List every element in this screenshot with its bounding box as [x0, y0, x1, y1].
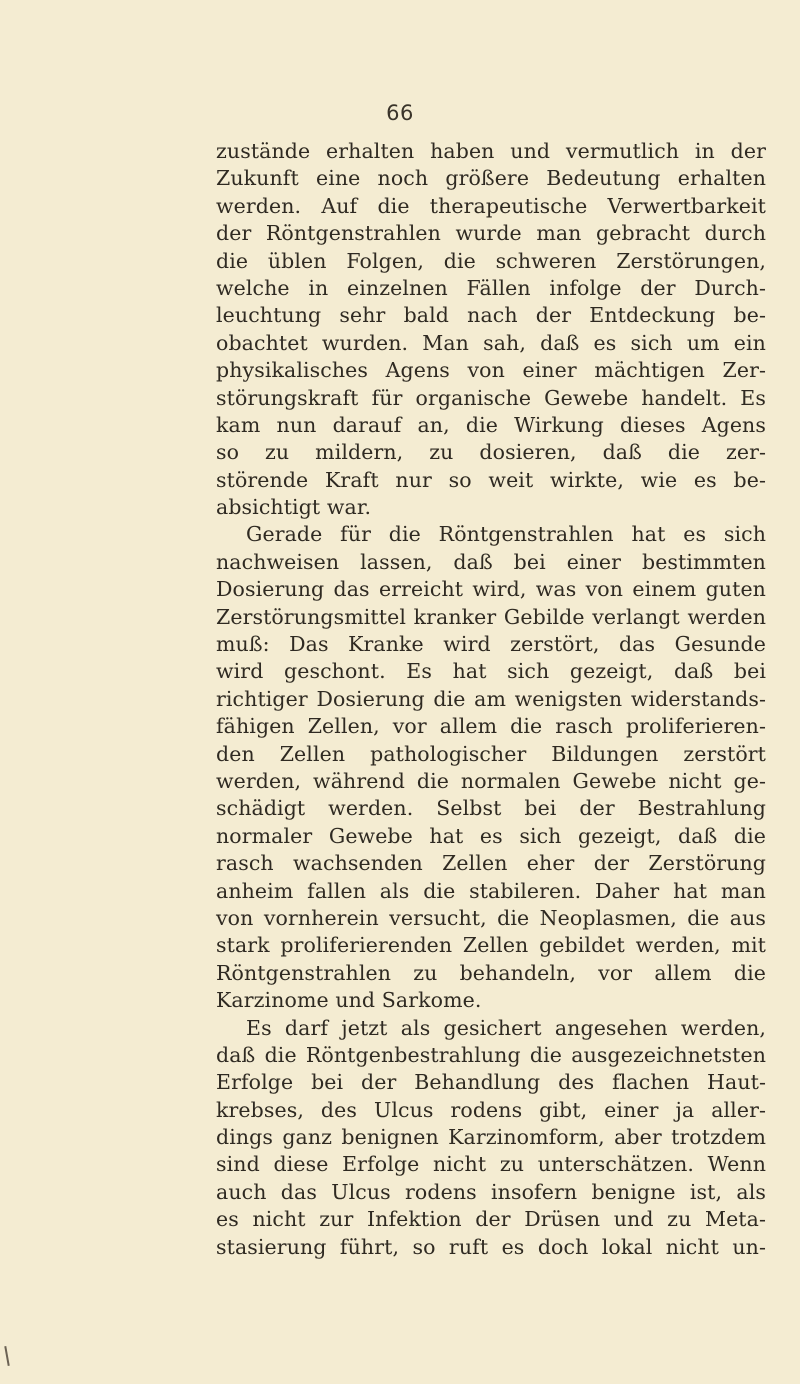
text-line: Gerade für die Röntgenstrahlen hat es sich	[246, 522, 766, 547]
text-line: der Röntgenstrahlen wurde man gebracht durch	[216, 221, 766, 246]
text-line: stasierung führt, so ruft es doch lokal nicht un-	[216, 1234, 766, 1259]
text-line: die üblen Folgen, die schweren Zerstörungen,	[216, 248, 766, 273]
text-line: Karzinome und Sarkome.	[216, 988, 482, 1013]
text-line: Dosierung das erreicht wird, was von einem guten	[216, 577, 766, 602]
page-number: 66	[386, 101, 414, 125]
text-line: nachweisen lassen, daß bei einer bestimmten	[216, 549, 766, 574]
text-line: schädigt werden. Selbst bei der Bestrahlung	[216, 796, 766, 821]
text-line: Zerstörungsmittel kranker Gebilde verlangt werden	[216, 604, 766, 629]
body-text	[216, 138, 766, 1261]
text-line: muß: Das Kranke wird zerstört, das Gesunde	[216, 632, 766, 657]
text-line: rasch wachsenden Zellen eher der Zerstörung	[216, 851, 766, 876]
text-line: Erfolge bei der Behandlung des flachen Haut-	[216, 1070, 766, 1095]
text-line: werden, während die normalen Gewebe nicht ge-	[216, 768, 766, 793]
text-line: daß die Röntgenbestrahlung die ausgezeichnetsten	[216, 1042, 766, 1067]
text-line: obachtet wurden. Man sah, daß es sich um ein	[216, 330, 766, 355]
text-line: Röntgenstrahlen zu behandeln, vor allem die	[216, 960, 766, 985]
text-line: sind diese Erfolge nicht zu unterschätzen. Wenn	[216, 1152, 766, 1177]
text-line: den Zellen pathologischer Bildungen zerstört	[216, 741, 766, 766]
text-line: Es darf jetzt als gesichert angesehen werden,	[246, 1015, 766, 1040]
text-line: leuchtung sehr bald nach der Entdeckung be-	[216, 303, 766, 328]
text-line: so zu mildern, zu dosieren, daß die zer-	[216, 440, 766, 465]
text-line: stark proliferierenden Zellen gebildet werden, mit	[216, 933, 766, 958]
text-line: absichtigt war.	[216, 495, 372, 520]
text-line: von vornherein versucht, die Neoplasmen, die aus	[216, 905, 766, 930]
text-line: störende Kraft nur so weit wirkte, wie es be-	[216, 467, 766, 492]
text-line: normaler Gewebe hat es sich gezeigt, daß die	[216, 823, 766, 848]
text-line: krebses, des Ulcus rodens gibt, einer ja aller-	[216, 1097, 766, 1122]
text-line: richtiger Dosierung die am wenigsten widerstands-	[216, 686, 766, 711]
text-line: welche in einzelnen Fällen infolge der Durch-	[216, 275, 766, 300]
text-line: es nicht zur Infektion der Drüsen und zu Meta-	[216, 1207, 766, 1232]
text-line: auch das Ulcus rodens insofern benigne ist, als	[216, 1179, 766, 1204]
text-line: physikalisches Agens von einer mächtigen Zer-	[216, 358, 766, 383]
text-line: störungskraft für organische Gewebe handelt. Es	[216, 385, 766, 410]
text-line: kam nun darauf an, die Wirkung dieses Agens	[216, 412, 766, 437]
text-line: Zukunft eine noch größere Bedeutung erhalten	[216, 166, 766, 191]
text-line: zustände erhalten haben und vermutlich in der	[216, 139, 766, 163]
text-line: fähigen Zellen, vor allem die rasch proliferieren-	[216, 714, 766, 739]
margin-mark	[4, 1346, 9, 1366]
text-line: werden. Auf die therapeutische Verwertbarkeit	[216, 193, 766, 218]
text-line: anheim fallen als die stabileren. Daher hat man	[216, 878, 766, 903]
text-line: dings ganz benignen Karzinomform, aber trotzdem	[216, 1125, 766, 1150]
text-line: wird geschont. Es hat sich gezeigt, daß bei	[216, 659, 766, 684]
